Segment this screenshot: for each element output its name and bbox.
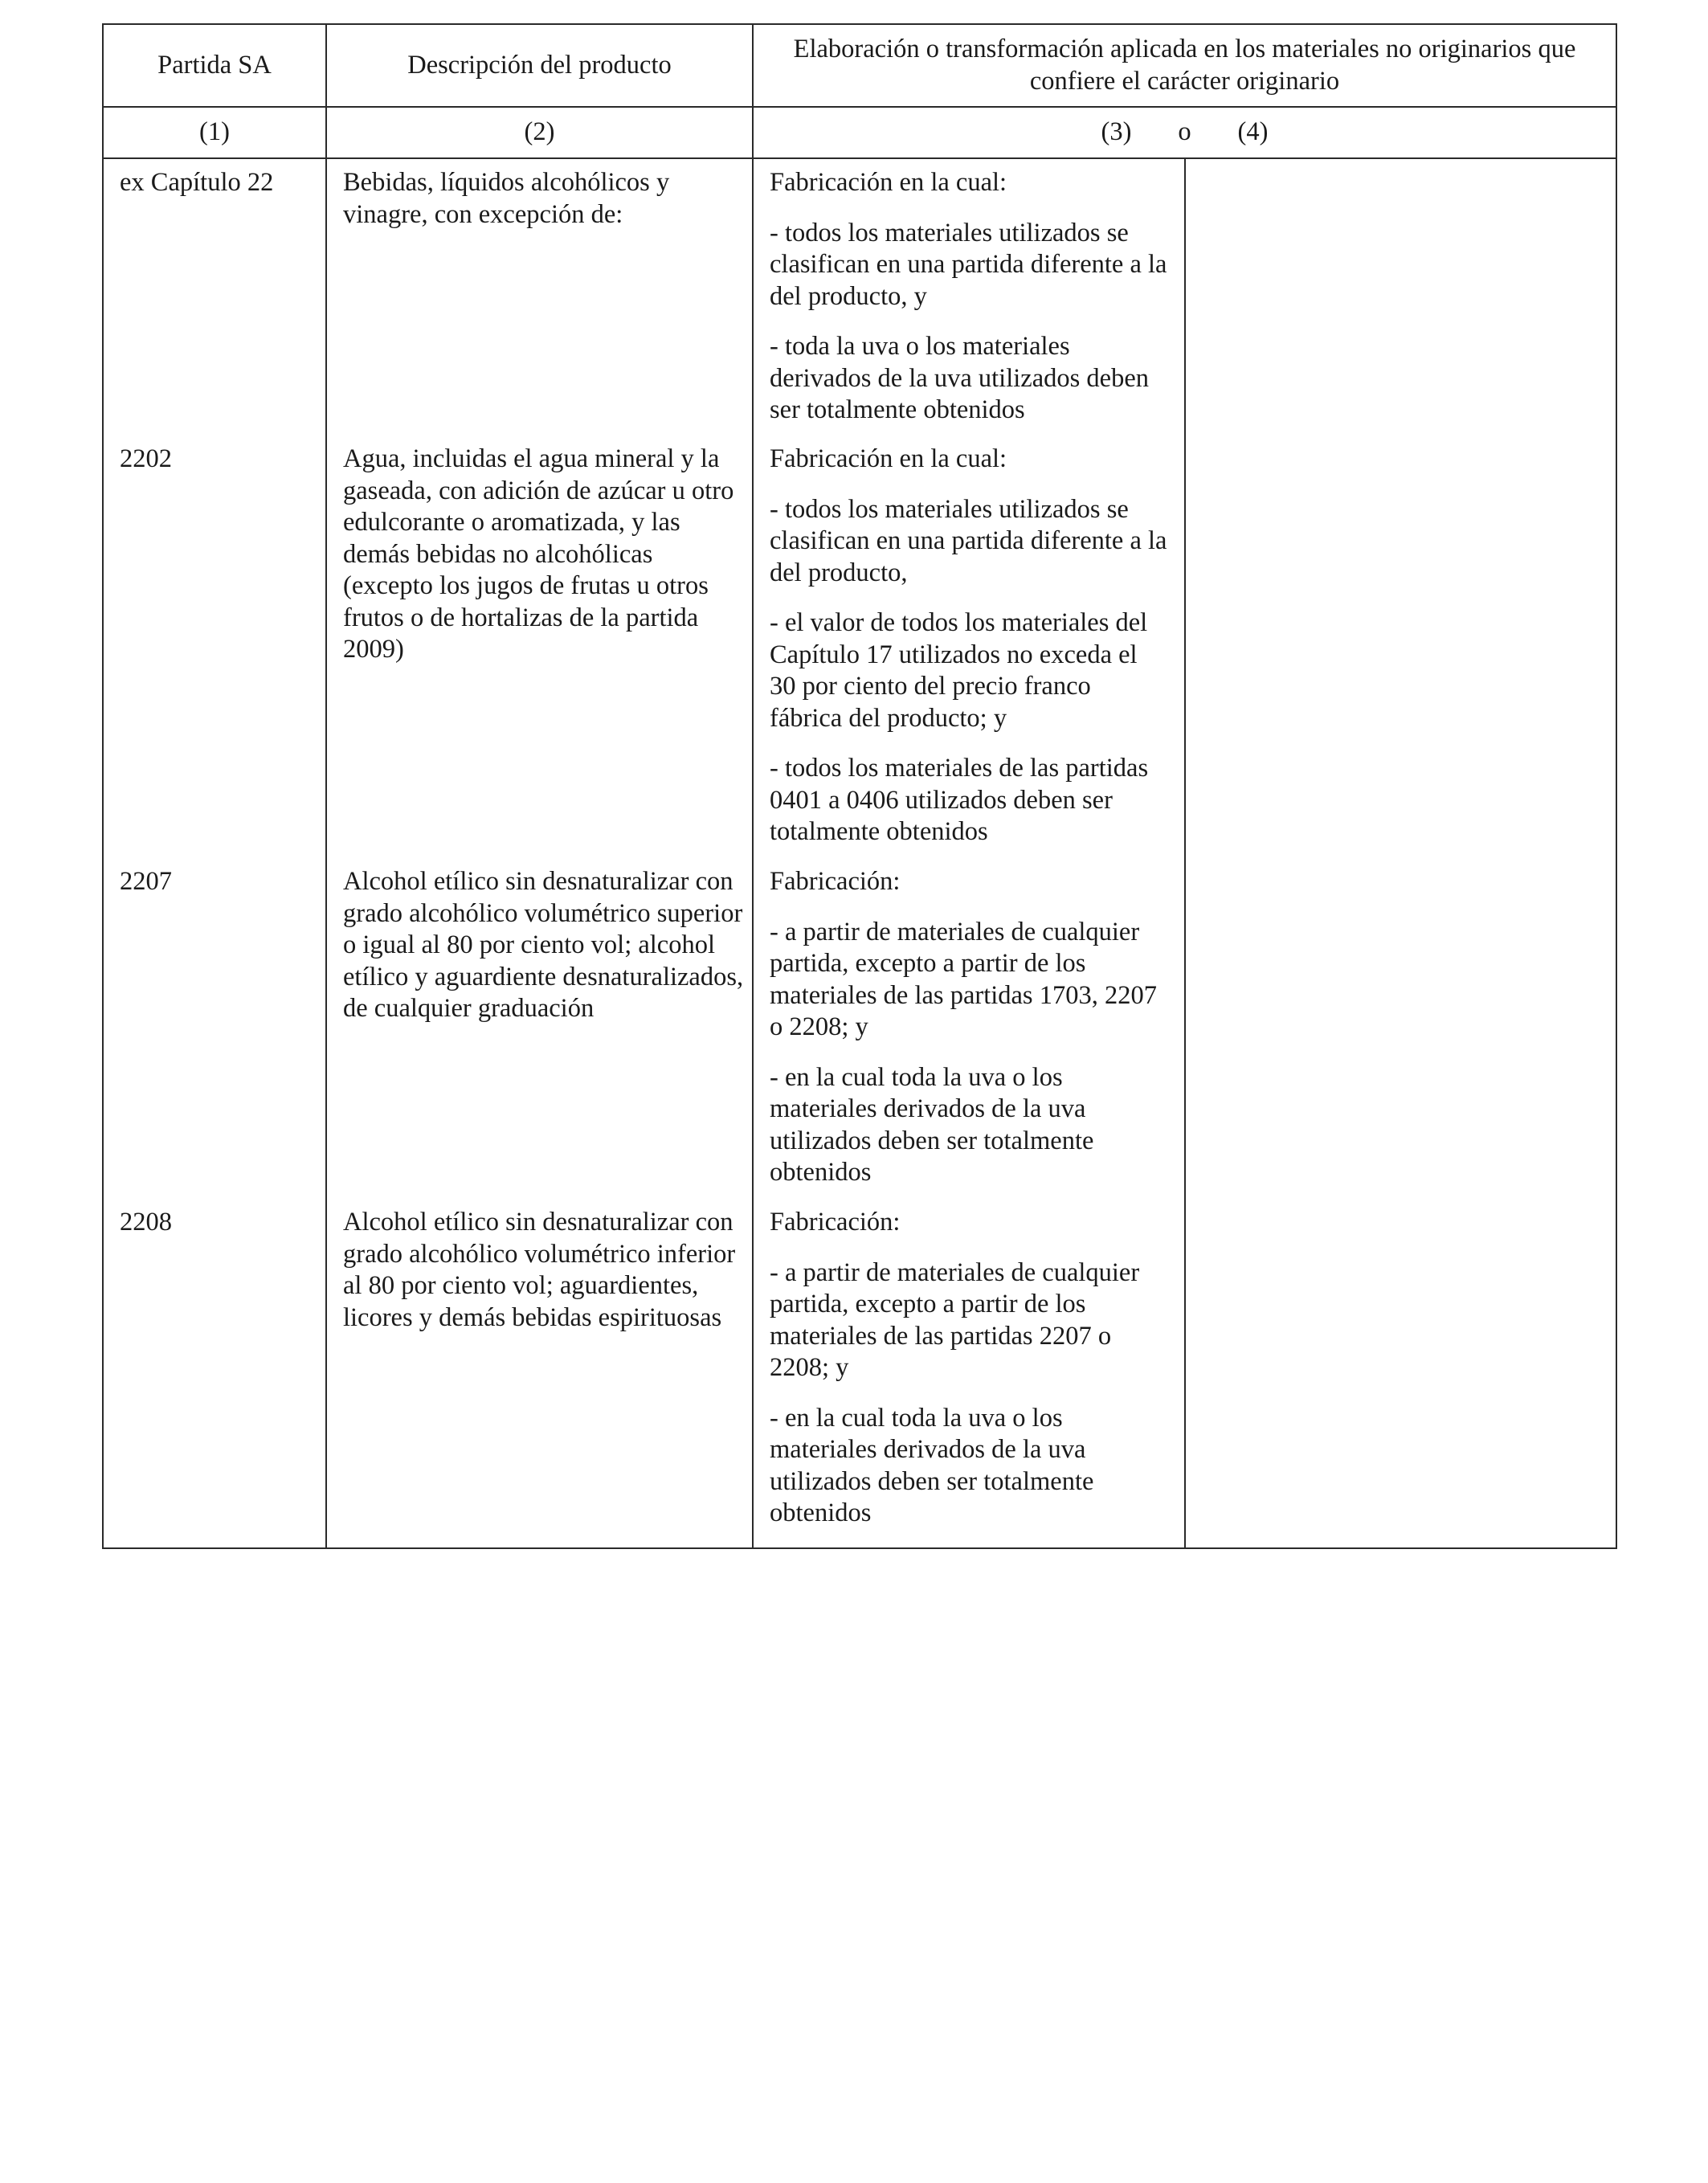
column-number-row bbox=[103, 107, 1616, 158]
table-row-code: ex Capítulo 22 bbox=[120, 168, 274, 197]
table-row-rule bbox=[770, 1207, 1168, 1547]
table-row-rule bbox=[770, 444, 1168, 866]
rule-paragraph: Fabricación: bbox=[770, 1208, 901, 1237]
rule-paragraph: - el valor de todos los materiales del Capítulo 17 utilizados no exceda el 30 por ciento del precio franco fábrica del producto; y bbox=[770, 608, 1148, 733]
column-number-4: (4) bbox=[1237, 117, 1269, 147]
rule-paragraph: - todos los materiales utilizados se clasifican en una partida diferente a la del producto, bbox=[770, 494, 1167, 587]
column-number-2: (2) bbox=[326, 107, 753, 158]
rule-paragraph: Fabricación: bbox=[770, 867, 901, 896]
rule-column-3 bbox=[753, 158, 1185, 1548]
rule-paragraph: - todos los materiales de las partidas 0401 a 0406 utilizados deben ser totalmente obtenidos bbox=[770, 754, 1149, 846]
rule-paragraph: - a partir de materiales de cualquier partida, excepto a partir de los materiales de las partidas 1703, 2207 o 2208; y bbox=[770, 917, 1157, 1041]
rule-paragraph: - en la cual toda la uva o los materiales derivados de la uva utilizados deben ser totalmente obtenidos bbox=[770, 1062, 1094, 1187]
rule-paragraph: - toda la uva o los materiales derivados de la uva utilizados deben ser totalmente obtenidos bbox=[770, 332, 1149, 424]
rule-paragraph: Fabricación en la cual: bbox=[770, 444, 1007, 473]
column-number-3: (3) bbox=[1101, 117, 1132, 147]
header-partida-sa: Partida SA bbox=[103, 24, 326, 107]
table-row-description: Alcohol etílico sin desnaturalizar con grado alcohólico volumétrico inferior al 80 por ciento vol; aguardientes, licores y demás bebidas espirituosas bbox=[343, 1208, 736, 1332]
rule-column-4-empty bbox=[1185, 158, 1616, 1548]
header-elaboracion: Elaboración o transformación aplicada en los materiales no originarios que confiere el carácter originario bbox=[753, 24, 1616, 107]
table-row-description: Alcohol etílico sin desnaturalizar con grado alcohólico volumétrico superior o igual al 80 por ciento vol; alcohol etílico y aguardiente desnaturalizados, de cualquier graduación bbox=[343, 867, 744, 1023]
code-column bbox=[103, 158, 326, 1548]
table-row-description: Bebidas, líquidos alcohólicos y vinagre, con excepción de: bbox=[343, 168, 670, 229]
table-row-description: Agua, incluidas el agua mineral y la gaseada, con adición de azúcar u otro edulcorante o aromatizada, y las demás bebidas no alcohólicas (excepto los jugos de frutas u otros frutos o de hortalizas de la partida 2009) bbox=[343, 444, 734, 664]
rule-paragraph: - en la cual toda la uva o los materiales derivados de la uva utilizados deben ser totalmente obtenidos bbox=[770, 1403, 1094, 1527]
rule-paragraph: Fabricación en la cual: bbox=[770, 168, 1007, 197]
column-number-or: o bbox=[1178, 117, 1191, 147]
table-row-rule bbox=[770, 167, 1168, 444]
column-number-1: (1) bbox=[103, 107, 326, 158]
column-number-3-or-4 bbox=[753, 107, 1616, 158]
header-row bbox=[103, 24, 1616, 107]
table-row-code: 2208 bbox=[120, 1208, 172, 1237]
body-row bbox=[103, 158, 1616, 1548]
header-descripcion: Descripción del producto bbox=[326, 24, 753, 107]
rule-paragraph: - todos los materiales utilizados se clasifican en una partida diferente a la del producto, y bbox=[770, 218, 1167, 311]
table-row-rule bbox=[770, 866, 1168, 1207]
rules-of-origin-table bbox=[102, 23, 1617, 1549]
table-row-code: 2202 bbox=[120, 444, 172, 473]
description-column bbox=[326, 158, 753, 1548]
rule-paragraph: - a partir de materiales de cualquier partida, excepto a partir de los materiales de las partidas 2207 o 2208; y bbox=[770, 1257, 1140, 1382]
table-row-code: 2207 bbox=[120, 867, 172, 896]
